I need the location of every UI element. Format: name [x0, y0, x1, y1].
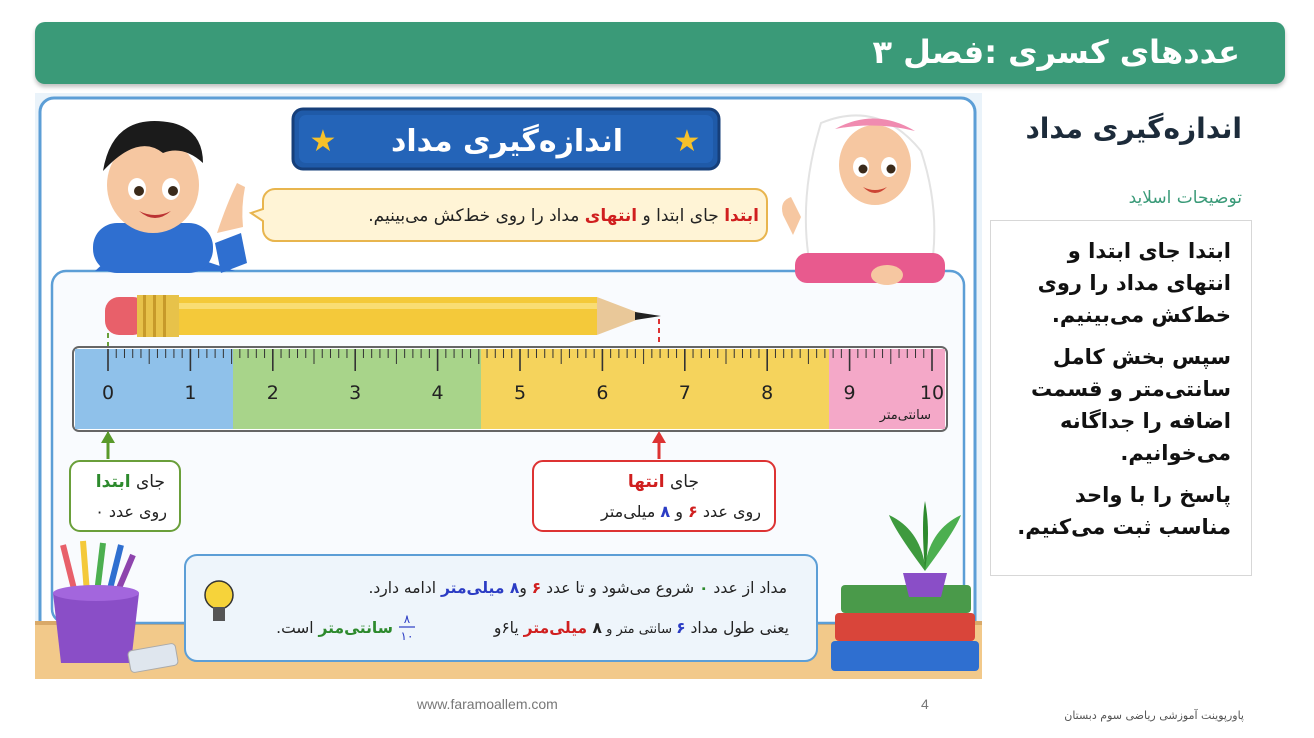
page-number: 4	[921, 696, 929, 712]
star-icon: ★	[673, 124, 701, 159]
speech-end-word: انتهای	[584, 206, 638, 226]
ruler-number: 0	[101, 382, 115, 404]
end-label-box	[533, 461, 775, 531]
svg-text:مداد از عدد ۰ شروع می‌شود و تا: مداد از عدد ۰ شروع می‌شود و تا عدد ۶ و۸ میلی‌متر ادامه دارد.	[368, 579, 787, 597]
pencil	[105, 295, 661, 337]
speech-bubble	[251, 189, 767, 241]
sidebar-title: اندازه‌گیری مداد	[1025, 112, 1242, 145]
header-bar	[35, 22, 1285, 84]
star-icon: ★	[309, 124, 337, 159]
ruler-number: 6	[596, 382, 609, 404]
svg-text:۸: ۸	[403, 612, 411, 626]
ruler-number: 9	[843, 382, 856, 404]
ruler-number: 3	[349, 382, 362, 404]
ruler-number: 8	[761, 382, 774, 404]
title-banner	[293, 109, 719, 169]
start-label-box	[70, 461, 180, 531]
note-paragraph: ابتدا جای ابتدا و انتهای مداد را روی خط‌کش می‌بینیم.	[1037, 239, 1231, 327]
svg-text:جای ابتدا: جای ابتدا	[95, 472, 165, 492]
footer-url: www.faramoallem.com	[417, 696, 558, 712]
ruler	[73, 347, 947, 431]
ruler-unit-label: سانتی‌متر	[879, 408, 931, 423]
svg-text:سانتی‌متر است.: سانتی‌متر است.	[276, 619, 393, 637]
footer-credit: پاورپوینت آموزشی ریاضی سوم دبستان	[1064, 709, 1244, 722]
banner-title: اندازه‌گیری مداد	[390, 124, 624, 159]
svg-text:روی عدد ۰: روی عدد ۰	[95, 502, 167, 521]
note-paragraph: سپس بخش کامل سانتی‌متر و قسمت اضافه را جداگانه می‌خوانیم.	[1031, 345, 1231, 465]
svg-text:یعنی طول مداد ۶ سانتی متر و ۸: یعنی طول مداد ۶ سانتی متر و ۸ میلی‌متر یا۶و	[493, 619, 789, 637]
ruler-number: 7	[678, 382, 691, 404]
ruler-number: 10	[919, 382, 945, 404]
info-box	[185, 555, 817, 661]
svg-text:روی عدد ۶ و ۸ میلی‌متر: روی عدد ۶ و ۸ میلی‌متر	[601, 502, 761, 521]
lesson-illustration	[35, 93, 982, 679]
speech-start-word: ابتدا	[724, 206, 759, 226]
note-paragraph: پاسخ را با واحد مناسب ثبت می‌کنیم.	[1017, 483, 1231, 539]
slide-title: عددهای کسری :فصل ۳	[872, 33, 1240, 71]
svg-text:۱۰: ۱۰	[400, 629, 414, 643]
svg-text:ابتدا جای ابتدا و انتهای مداد: ابتدا جای ابتدا و انتهای مداد را روی خط‌کش می‌بینیم.	[368, 206, 759, 226]
ruler-number: 4	[431, 382, 444, 404]
svg-text:جای انتها: جای انتها	[627, 472, 699, 492]
ruler-number: 5	[513, 382, 527, 404]
ruler-number: 2	[266, 382, 279, 404]
notes-label: توضیحات اسلاید	[1128, 188, 1242, 208]
notes-box	[990, 220, 1252, 576]
ruler-number: 1	[184, 382, 197, 404]
